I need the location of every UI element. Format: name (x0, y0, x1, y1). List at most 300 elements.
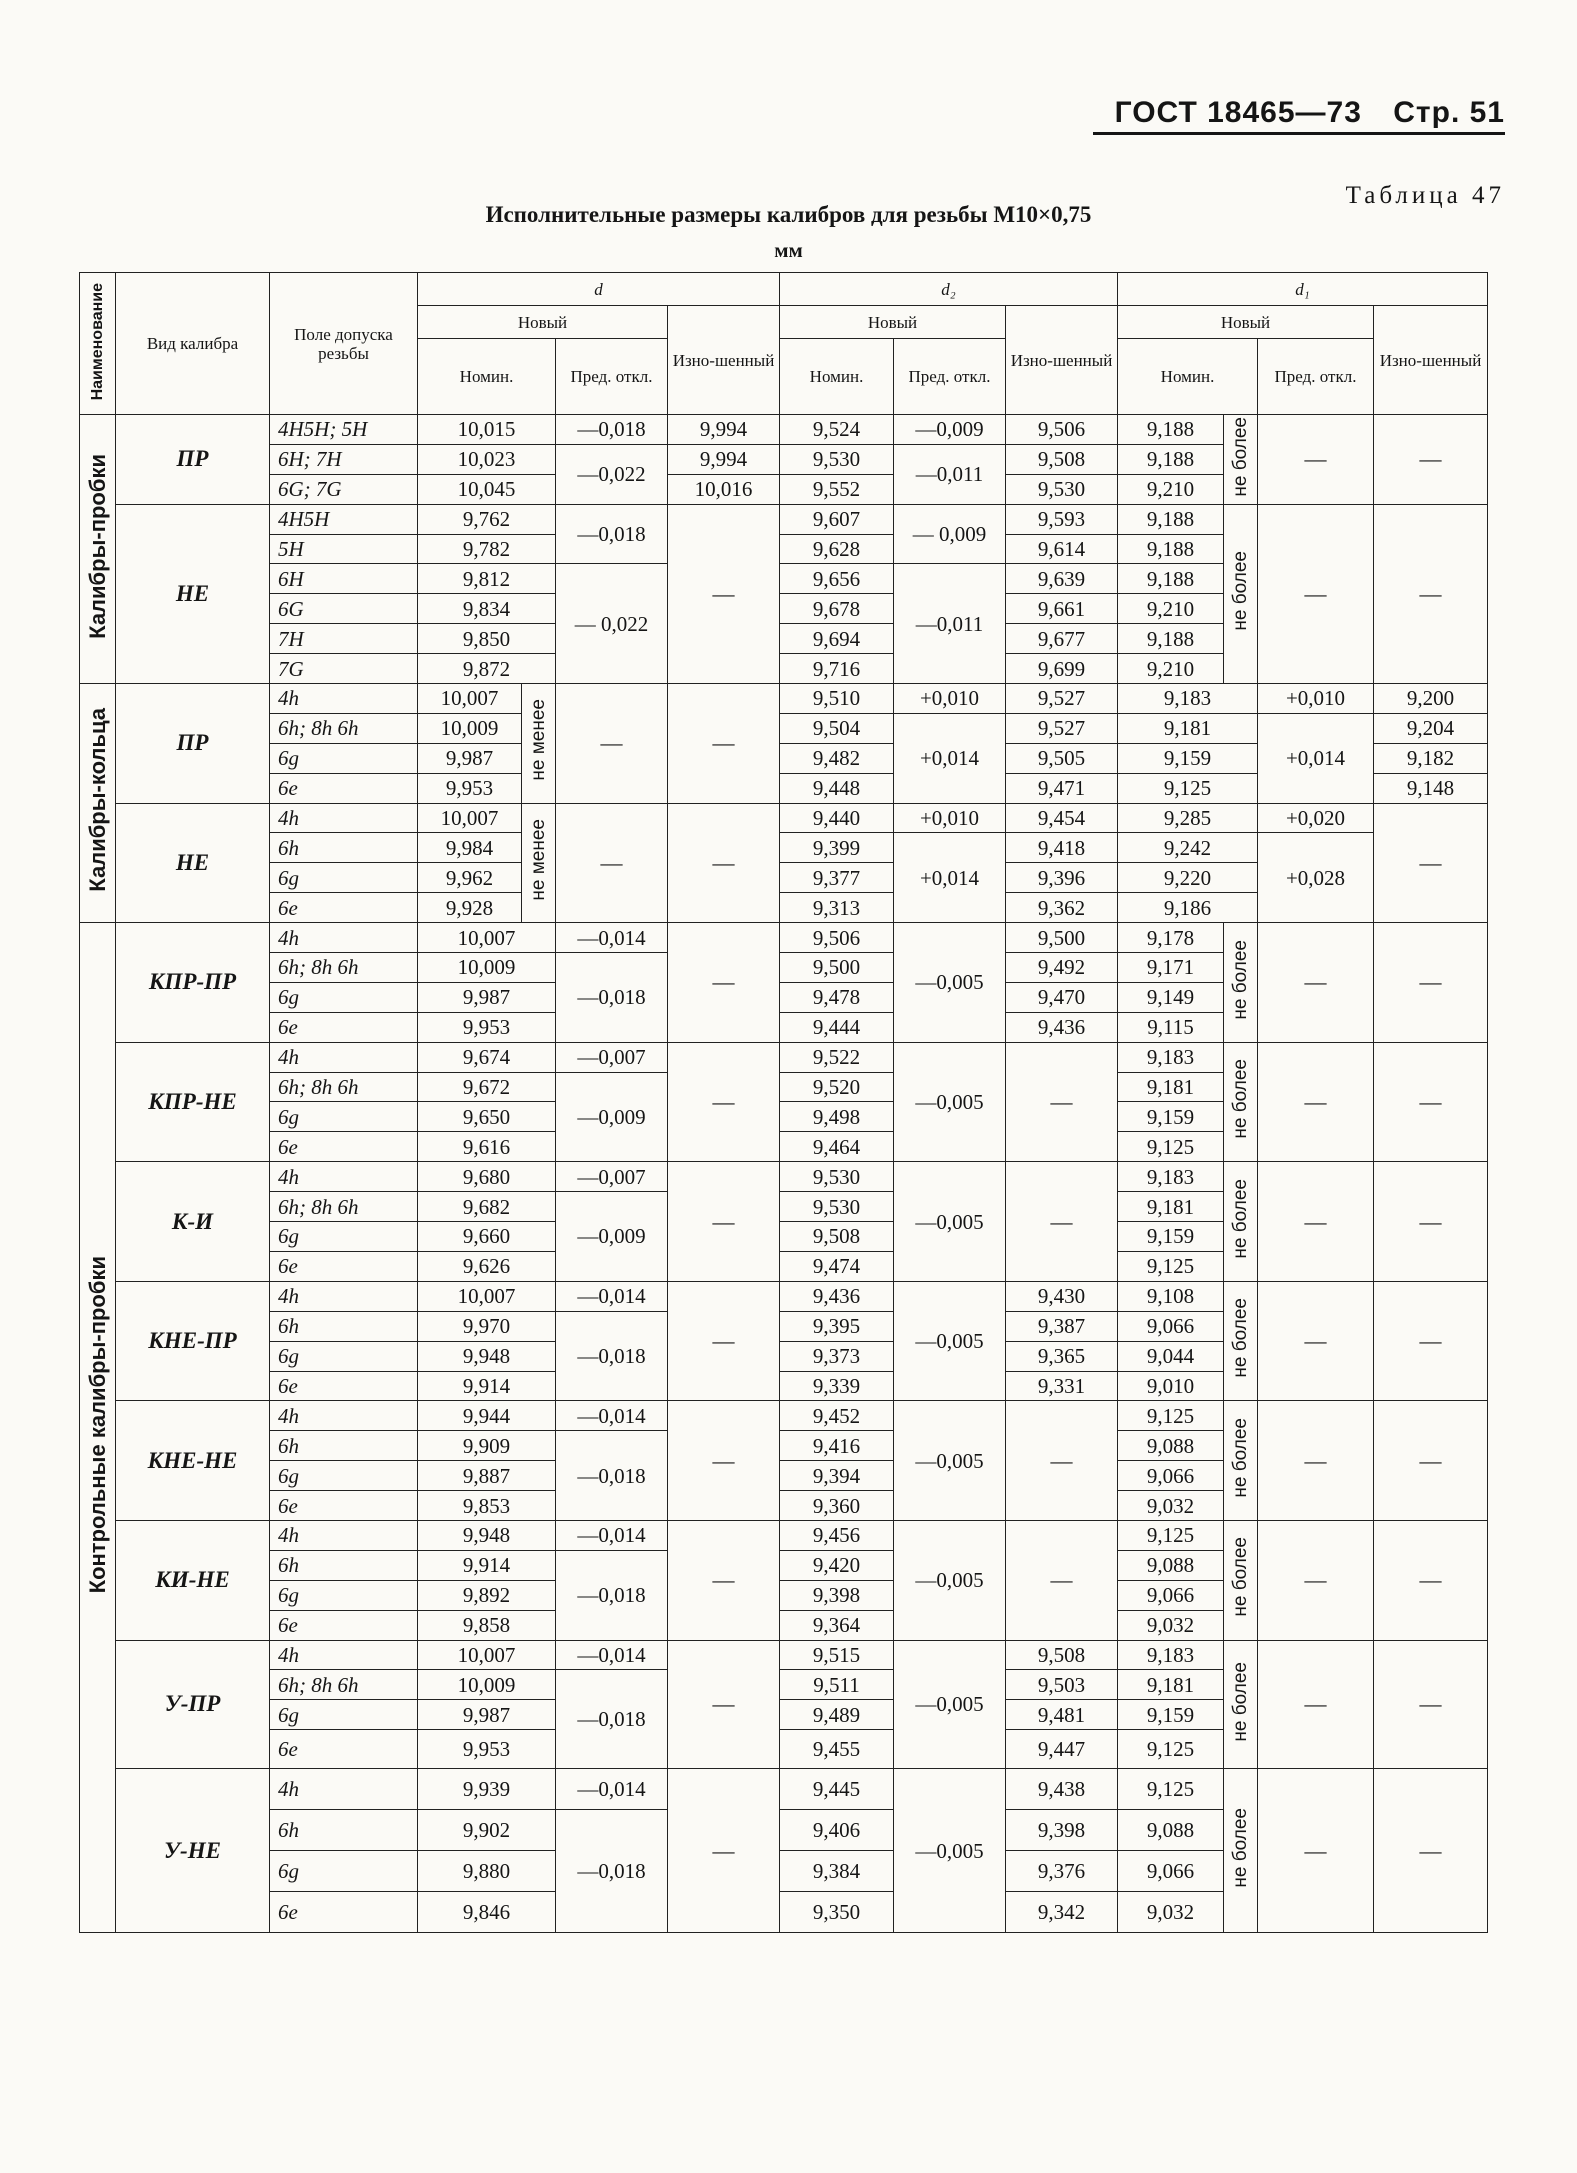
d1-deviation-dash: — (1258, 1401, 1374, 1521)
tolerance-cell: 6g (270, 1851, 418, 1892)
d-deviation-cell: — 0,022 (556, 564, 668, 684)
not-more-note: не более (1224, 1281, 1258, 1401)
d1-nominal-cell: 9,188 (1118, 624, 1224, 654)
d2-nominal-cell: 9,628 (780, 534, 894, 564)
tolerance-cell: 6H (270, 564, 418, 594)
d2-nominal-cell: 9,694 (780, 624, 894, 654)
d1-deviation-cell: +0,028 (1258, 833, 1374, 923)
d1-worn-dash: — (1374, 923, 1488, 1043)
table-row (80, 1042, 1488, 1072)
tolerance-cell: 4h (270, 1281, 418, 1311)
d2-worn-dash: — (1006, 1401, 1118, 1521)
d-worn-dash: — (668, 1401, 780, 1521)
not-more-note: не более (1224, 1520, 1258, 1640)
d-deviation-cell: —0,014 (556, 923, 668, 953)
d-deviation-cell: —0,018 (556, 1810, 668, 1933)
tolerance-cell: 4h (270, 1640, 418, 1670)
d2-deviation-cell: +0,010 (894, 803, 1006, 833)
d-deviation-cell: —0,018 (556, 953, 668, 1043)
d-deviation-cell: —0,014 (556, 1769, 668, 1810)
tolerance-cell: 6e (270, 1132, 418, 1162)
d2-deviation-cell: +0,014 (894, 833, 1006, 923)
d-nominal-cell: 10,009 (418, 713, 522, 743)
d-nominal-cell: 10,045 (418, 474, 556, 504)
d2-nominal-cell: 9,399 (780, 833, 894, 863)
tolerance-cell: 4h (270, 803, 418, 833)
d2-worn-cell: 9,593 (1006, 504, 1118, 534)
kind-name: ПР (116, 684, 270, 804)
d2-worn-cell: 9,436 (1006, 1012, 1118, 1042)
page-header (1093, 96, 1505, 135)
d1-nominal-cell: 9,125 (1118, 1251, 1224, 1281)
d1-nominal-cell: 9,125 (1118, 773, 1258, 803)
d2-nominal-cell: 9,445 (780, 1769, 894, 1810)
d1-nominal-header: Номин. (1118, 339, 1258, 415)
d2-deviation-cell: —0,005 (894, 1401, 1006, 1521)
d1-nominal-cell: 9,125 (1118, 1401, 1224, 1431)
d-worn-dash: — (668, 1640, 780, 1769)
d2-deviation-cell: —0,009 (894, 415, 1006, 445)
tolerance-cell: 6g (270, 1461, 418, 1491)
d1-nominal-cell: 9,088 (1118, 1550, 1224, 1580)
d-worn-dash: — (668, 1042, 780, 1162)
d2-worn-cell: 9,447 (1006, 1730, 1118, 1769)
d1-nominal-cell: 9,242 (1118, 833, 1258, 863)
d1-deviation-dash: — (1258, 1162, 1374, 1282)
tolerance-cell: 4h (270, 923, 418, 953)
d2-nominal-cell: 9,504 (780, 713, 894, 743)
d1-nominal-cell: 9,108 (1118, 1281, 1224, 1311)
tolerance-cell: 6g (270, 1700, 418, 1730)
d2-worn-cell: 9,362 (1006, 893, 1118, 923)
tolerance-cell: 6h (270, 1810, 418, 1851)
d-nominal-cell: 9,953 (418, 1012, 556, 1042)
d-nominal-cell: 9,887 (418, 1461, 556, 1491)
d2-deviation-header: Пред. откл. (894, 339, 1006, 415)
d-nominal-cell: 10,007 (418, 803, 522, 833)
d1-nominal-cell: 9,159 (1118, 1222, 1224, 1252)
d2-worn-cell: 9,677 (1006, 624, 1118, 654)
d1-deviation-dash: — (1258, 1520, 1374, 1640)
d1-deviation-dash: — (1258, 923, 1374, 1043)
d-nominal-cell: 9,782 (418, 534, 556, 564)
kind-name: КНЕ-ПР (116, 1281, 270, 1401)
not-more-note: не более (1224, 1162, 1258, 1282)
table-row (80, 803, 1488, 833)
d-nominal-cell: 9,948 (418, 1520, 556, 1550)
tolerance-cell: 6g (270, 1341, 418, 1371)
d-nominal-header: Номин. (418, 339, 556, 415)
table-row (80, 1520, 1488, 1550)
d2-worn-cell: 9,454 (1006, 803, 1118, 833)
d2-deviation-cell: —0,005 (894, 1281, 1006, 1401)
d-deviation-dash: — (556, 684, 668, 804)
d-nominal-cell: 9,872 (418, 654, 556, 684)
d2-worn-cell: 9,527 (1006, 684, 1118, 714)
tolerance-cell: 6g (270, 982, 418, 1012)
d2-worn-dash: — (1006, 1042, 1118, 1162)
d-deviation-cell: —0,007 (556, 1162, 668, 1192)
table-row (80, 415, 1488, 445)
d2-nominal-cell: 9,482 (780, 743, 894, 773)
not-more-note: не более (1224, 1640, 1258, 1769)
tolerance-cell: 5H (270, 534, 418, 564)
d-nominal-cell: 9,987 (418, 982, 556, 1012)
not-less-note: не менее (522, 803, 556, 923)
d-nominal-cell: 9,970 (418, 1311, 556, 1341)
d1-worn-dash: — (1374, 1640, 1488, 1769)
d2-worn-cell: 9,342 (1006, 1892, 1118, 1933)
tolerance-cell: 4h (270, 1769, 418, 1810)
d2-nominal-cell: 9,436 (780, 1281, 894, 1311)
d1-worn-header: Изно-шенный (1374, 306, 1488, 415)
not-more-note: не более (1224, 923, 1258, 1043)
d-nominal-cell: 10,009 (418, 953, 556, 983)
tolerance-cell: 6h (270, 1311, 418, 1341)
d-deviation-cell: —0,018 (556, 504, 668, 564)
d2-nominal-cell: 9,478 (780, 982, 894, 1012)
tolerance-cell: 4H5H; 5H (270, 415, 418, 445)
col-d1-header: d₁ (1118, 273, 1488, 306)
d-deviation-cell: —0,018 (556, 1311, 668, 1401)
d1-nominal-cell: 9,188 (1118, 534, 1224, 564)
d2-worn-cell: 9,398 (1006, 1810, 1118, 1851)
not-more-note: не более (1224, 1769, 1258, 1933)
d1-nominal-cell: 9,066 (1118, 1311, 1224, 1341)
d-nominal-cell: 9,858 (418, 1610, 556, 1640)
d-worn-cell: 10,016 (668, 474, 780, 504)
table-row (80, 1769, 1488, 1810)
d1-deviation-dash: — (1258, 1769, 1374, 1933)
d1-nominal-cell: 9,188 (1118, 415, 1224, 445)
d-nominal-cell: 9,962 (418, 863, 522, 893)
d1-deviation-dash: — (1258, 1281, 1374, 1401)
tolerance-cell: 6g (270, 863, 418, 893)
d2-worn-dash: — (1006, 1520, 1118, 1640)
d2-worn-cell: 9,470 (1006, 982, 1118, 1012)
d-nominal-cell: 9,928 (418, 893, 522, 923)
d-nominal-cell: 9,650 (418, 1102, 556, 1132)
tolerance-cell: 6g (270, 1222, 418, 1252)
d2-deviation-cell: —0,011 (894, 444, 1006, 504)
d1-deviation-dash: — (1258, 1042, 1374, 1162)
d1-nominal-cell: 9,183 (1118, 1042, 1224, 1072)
d-deviation-cell: —0,014 (556, 1401, 668, 1431)
d2-worn-dash: — (1006, 1162, 1118, 1282)
kind-name: КНЕ-НЕ (116, 1401, 270, 1521)
d2-worn-cell: 9,471 (1006, 773, 1118, 803)
d-worn-dash: — (668, 803, 780, 923)
tolerance-cell: 4h (270, 684, 418, 714)
col-tolerance-header: Поле допуска резьбы (270, 273, 418, 415)
d-deviation-cell: —0,007 (556, 1042, 668, 1072)
tolerance-cell: 6h; 8h 6h (270, 1192, 418, 1222)
kind-name: ПР (116, 415, 270, 505)
d1-nominal-cell: 9,088 (1118, 1810, 1224, 1851)
table-row (80, 1640, 1488, 1670)
table-title: Исполнительные размеры калибров для резьбы М10×0,75 (485, 202, 1092, 227)
d-nominal-cell: 10,009 (418, 1670, 556, 1700)
d-worn-dash: — (668, 504, 780, 683)
tolerance-cell: 6g (270, 743, 418, 773)
kind-name: У-ПР (116, 1640, 270, 1769)
d2-worn-cell: 9,527 (1006, 713, 1118, 743)
d2-worn-cell: 9,376 (1006, 1851, 1118, 1892)
d1-worn-dash: — (1374, 1042, 1488, 1162)
table-row (80, 923, 1488, 953)
tolerance-cell: 7H (270, 624, 418, 654)
d1-worn-dash: — (1374, 1401, 1488, 1521)
d-worn-dash: — (668, 1520, 780, 1640)
d-nominal-cell: 9,850 (418, 624, 556, 654)
d1-worn-dash: — (1374, 415, 1488, 505)
d2-nominal-header: Номин. (780, 339, 894, 415)
d2-nominal-cell: 9,448 (780, 773, 894, 803)
d2-deviation-cell: —0,005 (894, 1769, 1006, 1933)
d1-nominal-cell: 9,188 (1118, 564, 1224, 594)
d-nominal-cell: 9,984 (418, 833, 522, 863)
table-header (80, 273, 1488, 415)
d1-new-header: Новый (1118, 306, 1374, 339)
d-nominal-cell: 10,007 (418, 1281, 556, 1311)
d1-nominal-cell: 9,066 (1118, 1580, 1224, 1610)
tolerance-cell: 6h (270, 1431, 418, 1461)
d-nominal-cell: 9,674 (418, 1042, 556, 1072)
d1-worn-dash: — (1374, 1769, 1488, 1933)
d-deviation-cell: —0,018 (556, 1670, 668, 1769)
d2-deviation-cell: +0,014 (894, 713, 1006, 803)
d1-nominal-cell: 9,210 (1118, 654, 1224, 684)
d1-nominal-cell: 9,125 (1118, 1132, 1224, 1162)
d1-nominal-cell: 9,032 (1118, 1491, 1224, 1521)
d1-nominal-cell: 9,032 (1118, 1892, 1224, 1933)
d2-worn-cell: 9,661 (1006, 594, 1118, 624)
d2-worn-cell: 9,430 (1006, 1281, 1118, 1311)
d2-nominal-cell: 9,506 (780, 923, 894, 953)
d2-nominal-cell: 9,452 (780, 1401, 894, 1431)
d1-nominal-cell: 9,188 (1118, 504, 1224, 534)
standard-number: ГОСТ 18465—73 (1114, 96, 1362, 129)
d-deviation-header: Пред. откл. (556, 339, 668, 415)
d2-nominal-cell: 9,444 (780, 1012, 894, 1042)
d-deviation-cell: —0,014 (556, 1281, 668, 1311)
d1-nominal-cell: 9,159 (1118, 743, 1258, 773)
d2-nominal-cell: 9,464 (780, 1132, 894, 1162)
col-group-header: Наименование (80, 273, 116, 415)
tolerance-cell: 6e (270, 1012, 418, 1042)
d1-worn-dash: — (1374, 1162, 1488, 1282)
tolerance-cell: 6e (270, 893, 418, 923)
d2-deviation-cell: +0,010 (894, 684, 1006, 714)
d2-new-header: Новый (780, 306, 1006, 339)
d2-nominal-cell: 9,510 (780, 684, 894, 714)
d2-worn-cell: 9,505 (1006, 743, 1118, 773)
tolerance-cell: 7G (270, 654, 418, 684)
table-row (80, 833, 1488, 863)
d-worn-dash: — (668, 923, 780, 1043)
d-nominal-cell: 9,680 (418, 1162, 556, 1192)
tolerance-cell: 6e (270, 1610, 418, 1640)
d1-deviation-header: Пред. откл. (1258, 339, 1374, 415)
d2-nominal-cell: 9,498 (780, 1102, 894, 1132)
kind-name: НЕ (116, 504, 270, 683)
d2-nominal-cell: 9,440 (780, 803, 894, 833)
kind-name: КПР-ПР (116, 923, 270, 1043)
table-number: Таблица 47 (1345, 182, 1505, 209)
group-label: Контрольные калибры-пробки (80, 923, 116, 1933)
d1-nominal-cell: 9,044 (1118, 1341, 1224, 1371)
group-label: Калибры-пробки (80, 415, 116, 684)
d1-nominal-cell: 9,183 (1118, 684, 1258, 714)
d1-nominal-cell: 9,066 (1118, 1461, 1224, 1491)
d1-worn-cell: 9,200 (1374, 684, 1488, 714)
table-row (80, 713, 1488, 743)
d2-nominal-cell: 9,520 (780, 1072, 894, 1102)
d2-nominal-cell: 9,395 (780, 1311, 894, 1341)
table-row (80, 1162, 1488, 1192)
d-nominal-cell: 9,914 (418, 1550, 556, 1580)
d2-nominal-cell: 9,607 (780, 504, 894, 534)
d1-deviation-dash: — (1258, 415, 1374, 505)
d2-deviation-cell: —0,005 (894, 1640, 1006, 1769)
d-nominal-cell: 9,660 (418, 1222, 556, 1252)
d-nominal-cell: 9,682 (418, 1192, 556, 1222)
d2-worn-cell: 9,365 (1006, 1341, 1118, 1371)
d2-worn-cell: 9,492 (1006, 953, 1118, 983)
d-nominal-cell: 9,914 (418, 1371, 556, 1401)
d2-nominal-cell: 9,515 (780, 1640, 894, 1670)
d2-nominal-cell: 9,524 (780, 415, 894, 445)
not-more-note: не более (1224, 1042, 1258, 1162)
d1-nominal-cell: 9,171 (1118, 953, 1224, 983)
group-label: Калибры-кольца (80, 684, 116, 923)
d2-nominal-cell: 9,416 (780, 1431, 894, 1461)
d2-nominal-cell: 9,398 (780, 1580, 894, 1610)
d-nominal-cell: 9,939 (418, 1769, 556, 1810)
tolerance-cell: 6h (270, 1550, 418, 1580)
d-nominal-cell: 9,987 (418, 1700, 556, 1730)
tolerance-cell: 6g (270, 1102, 418, 1132)
d2-deviation-cell: —0,005 (894, 1162, 1006, 1282)
d-worn-dash: — (668, 684, 780, 804)
d2-worn-cell: 9,639 (1006, 564, 1118, 594)
d2-nominal-cell: 9,455 (780, 1730, 894, 1769)
d-nominal-cell: 9,892 (418, 1580, 556, 1610)
d2-worn-cell: 9,396 (1006, 863, 1118, 893)
kind-name: НЕ (116, 803, 270, 923)
d1-nominal-cell: 9,149 (1118, 982, 1224, 1012)
d2-nominal-cell: 9,508 (780, 1222, 894, 1252)
d2-nominal-cell: 9,364 (780, 1610, 894, 1640)
tolerance-cell: 6G; 7G (270, 474, 418, 504)
table-body (80, 415, 1488, 1933)
d-nominal-cell: 9,953 (418, 1730, 556, 1769)
d-deviation-cell: —0,018 (556, 1431, 668, 1521)
d-nominal-cell: 9,902 (418, 1810, 556, 1851)
d2-nominal-cell: 9,384 (780, 1851, 894, 1892)
tolerance-cell: 6e (270, 1892, 418, 1933)
d2-deviation-cell: —0,011 (894, 564, 1006, 684)
d-deviation-cell: —0,018 (556, 1550, 668, 1640)
d2-worn-cell: 9,506 (1006, 415, 1118, 445)
d1-worn-cell: 9,182 (1374, 743, 1488, 773)
tolerance-cell: 6h; 8h 6h (270, 1670, 418, 1700)
d2-nominal-cell: 9,511 (780, 1670, 894, 1700)
d-deviation-cell: —0,009 (556, 1072, 668, 1162)
not-less-note: не менее (522, 684, 556, 804)
kind-name: У-НЕ (116, 1769, 270, 1933)
d-nominal-cell: 9,880 (418, 1851, 556, 1892)
d2-worn-cell: 9,438 (1006, 1769, 1118, 1810)
d1-worn-dash: — (1374, 504, 1488, 683)
tolerance-cell: 6e (270, 773, 418, 803)
d2-deviation-cell: — 0,009 (894, 504, 1006, 564)
d1-worn-dash: — (1374, 1520, 1488, 1640)
d-nominal-cell: 10,007 (418, 1640, 556, 1670)
d-nominal-cell: 9,953 (418, 773, 522, 803)
d-nominal-cell: 10,015 (418, 415, 556, 445)
d-worn-dash: — (668, 1281, 780, 1401)
d1-nominal-cell: 9,210 (1118, 474, 1224, 504)
table-row (80, 1401, 1488, 1431)
d1-nominal-cell: 9,181 (1118, 1670, 1224, 1700)
d-nominal-cell: 9,853 (418, 1491, 556, 1521)
d2-worn-cell: 9,387 (1006, 1311, 1118, 1341)
d2-nominal-cell: 9,552 (780, 474, 894, 504)
d2-nominal-cell: 9,530 (780, 444, 894, 474)
d-nominal-cell: 10,007 (418, 684, 522, 714)
d2-deviation-cell: —0,005 (894, 1520, 1006, 1640)
d-nominal-cell: 9,944 (418, 1401, 556, 1431)
d-nominal-cell: 9,616 (418, 1132, 556, 1162)
d-deviation-cell: —0,018 (556, 415, 668, 445)
tolerance-cell: 6G (270, 594, 418, 624)
d-nominal-cell: 10,023 (418, 444, 556, 474)
d-nominal-cell: 9,672 (418, 1072, 556, 1102)
col-kind-header: Вид калибра (116, 273, 270, 415)
d-nominal-cell: 9,987 (418, 743, 522, 773)
d2-nominal-cell: 9,406 (780, 1810, 894, 1851)
d2-nominal-cell: 9,394 (780, 1461, 894, 1491)
d-deviation-cell: —0,009 (556, 1192, 668, 1282)
d2-nominal-cell: 9,474 (780, 1251, 894, 1281)
d1-nominal-cell: 9,010 (1118, 1371, 1224, 1401)
d1-worn-dash: — (1374, 803, 1488, 923)
d2-nominal-cell: 9,489 (780, 1700, 894, 1730)
d2-nominal-cell: 9,530 (780, 1162, 894, 1192)
d2-nominal-cell: 9,456 (780, 1520, 894, 1550)
d2-worn-cell: 9,699 (1006, 654, 1118, 684)
d1-deviation-cell: +0,014 (1258, 713, 1374, 803)
d2-nominal-cell: 9,420 (780, 1550, 894, 1580)
kind-name: КПР-НЕ (116, 1042, 270, 1162)
d1-deviation-cell: +0,020 (1258, 803, 1374, 833)
col-d2-header: d₂ (780, 273, 1118, 306)
tolerance-cell: 4H5H (270, 504, 418, 534)
d1-nominal-cell: 9,178 (1118, 923, 1224, 953)
not-more-note: не более (1224, 1401, 1258, 1521)
d-worn-header: Изно-шенный (668, 306, 780, 415)
d1-worn-dash: — (1374, 1281, 1488, 1401)
d2-deviation-cell: —0,005 (894, 923, 1006, 1043)
d1-deviation-dash: — (1258, 504, 1374, 683)
col-d-header: d (418, 273, 780, 306)
d-deviation-dash: — (556, 803, 668, 923)
tolerance-cell: 6e (270, 1371, 418, 1401)
d1-nominal-cell: 9,220 (1118, 863, 1258, 893)
tolerance-cell: 6H; 7H (270, 444, 418, 474)
d2-worn-header: Изно-шенный (1006, 306, 1118, 415)
